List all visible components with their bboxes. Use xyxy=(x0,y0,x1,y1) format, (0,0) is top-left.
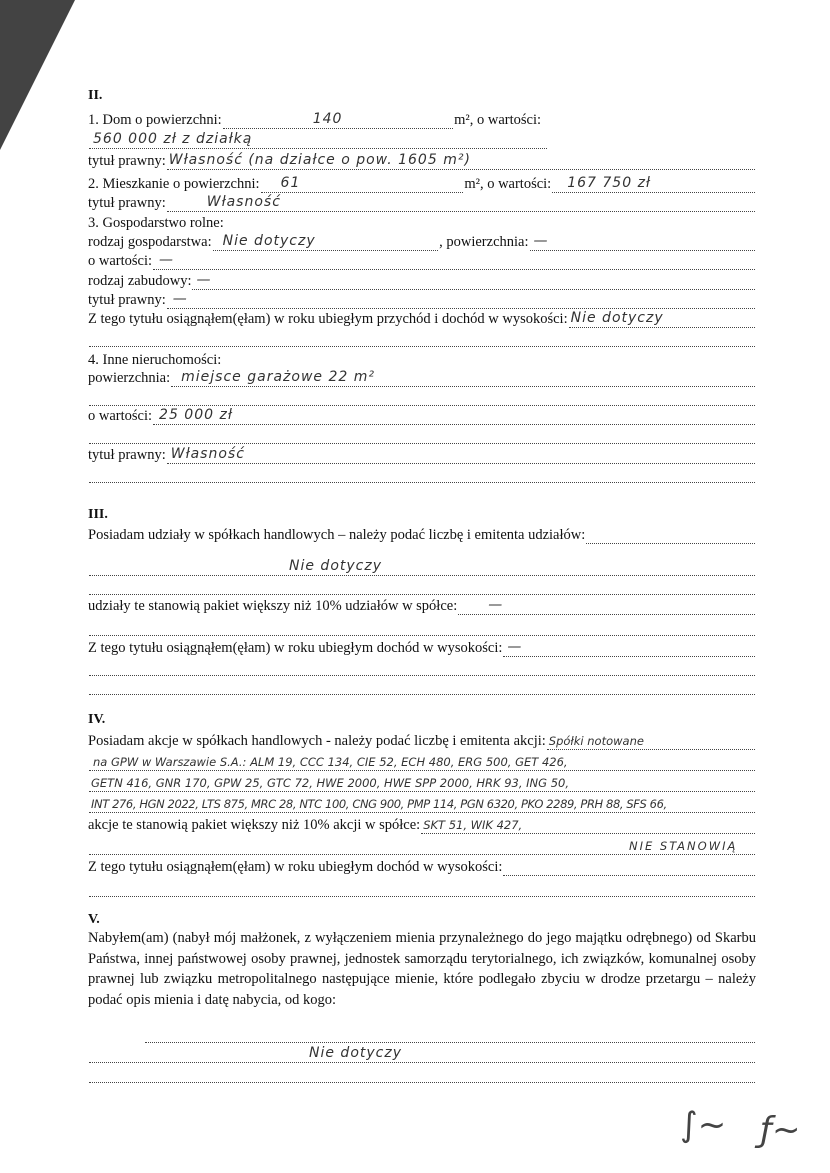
farm-value-line: o wartości: — xyxy=(88,251,756,270)
section-4-heading: IV. xyxy=(88,712,106,727)
section-5-text: Nabyłem(am) (nabył mój małżonek, z wyłączeniem mienia przynależnego do jego majątku odrębnego) od Skarbu Państwa, innej państwowej osoby prawnej, jednostek samorządu terytorialnego, ich związków, komunalnej osoby prawnej lub związku metropolitalnego następujące mienie, które podlegało zbyciu w drodze przetargu – należy podać opis mienia i datę nabycia, od kogo: xyxy=(88,930,756,1008)
other-value-field[interactable]: 25 000 zł xyxy=(153,410,755,425)
house-line: 1. Dom o powierzchni: 140 m², o wartości: xyxy=(88,111,541,128)
flat-value-field[interactable]: 167 750 zł xyxy=(552,178,755,193)
farm-type-field[interactable]: Nie dotyczy xyxy=(213,236,439,251)
dotted-line xyxy=(88,657,756,676)
other-line: 4. Inne nieruchomości: xyxy=(88,352,222,368)
flat-area-field[interactable]: 61 xyxy=(261,178,464,193)
flat-line: 2. Mieszkanie o powierzchni: 61 m², o wartości: 167 750 zł xyxy=(88,174,756,193)
dotted-line xyxy=(88,425,756,444)
initials-signature: ∫~ xyxy=(680,1105,727,1145)
shares-line: Posiadam udziały w spółkach handlowych – należy podać liczbę i emitenta udziałów: xyxy=(88,525,756,544)
farm-title-line: tytuł prawny: — xyxy=(88,290,756,309)
flat-title-line: tytuł prawny: Własność xyxy=(88,193,756,212)
stocks-income-line: Z tego tytułu osiągnąłem(ęłam) w roku ubiegłym dochód w wysokości: xyxy=(88,857,756,876)
dotted-line xyxy=(88,676,756,695)
farm-area-field[interactable]: — xyxy=(530,236,756,251)
farm-value-field[interactable]: — xyxy=(153,255,755,270)
farm-line: 3. Gospodarstwo rolne: xyxy=(88,215,224,231)
house-title-line: tytuł prawny: Własność (na działce o pow. 1605 m²) xyxy=(88,151,756,170)
house-value-field[interactable]: 560 000 zł z działką xyxy=(89,134,547,149)
farm-income-field[interactable]: Nie dotyczy xyxy=(569,313,755,328)
stocks-line-3: GETN 416, GNR 170, GPW 25, GTC 72, HWE 2000, HWE SPP 2000, HRK 93, ING 50, xyxy=(88,773,756,792)
dotted-line xyxy=(88,387,756,406)
house-title-field[interactable]: Własność (na działce o pow. 1605 m²) xyxy=(167,155,755,170)
stocks-over10-line: akcje te stanowią pakiet większy niż 10% akcji w spółce: SKT 51, WIK 427, xyxy=(88,815,756,834)
stocks-line-2: na GPW w Warszawie S.A.: ALM 19, CCC 134, CIE 52, ECH 480, ERG 500, GET 426, xyxy=(88,752,756,771)
dotted-line xyxy=(88,1064,756,1083)
building-field[interactable]: — xyxy=(192,275,755,290)
other-title-field[interactable]: Własność xyxy=(167,449,755,464)
house-area-field[interactable]: 140 xyxy=(223,114,453,129)
dotted-line xyxy=(88,576,756,595)
section-5-heading: V. xyxy=(88,912,100,927)
shares-answer-line xyxy=(88,557,756,576)
section-2-heading: II. xyxy=(88,88,103,103)
section-3-heading: III. xyxy=(88,507,108,522)
initials-signature: ƒ~ xyxy=(760,1110,801,1150)
stocks-line-4: INT 276, HGN 2022, LTS 875, MRC 28, NTC 100, CNG 900, PMP 114, PGN 6320, PKO 2289, PRH 88, SFS 66, xyxy=(88,794,756,813)
dotted-line xyxy=(88,328,756,347)
shares-field[interactable]: Nie dotyczy xyxy=(89,561,755,576)
house-value-line xyxy=(88,130,548,149)
other-area-line: powierzchnia: miejsce garażowe 22 m² xyxy=(88,368,756,387)
flat-title-field[interactable]: Własność xyxy=(167,197,755,212)
section-5-answer-line: Nie dotyczy xyxy=(88,1044,756,1063)
other-area-field[interactable]: miejsce garażowe 22 m² xyxy=(171,372,755,387)
scan-shadow xyxy=(0,0,75,150)
stocks-not-line: NIE STANOWIĄ xyxy=(88,836,756,855)
other-value-line: o wartości: 25 000 zł xyxy=(88,406,756,425)
shares-over10-line: udziały te stanowią pakiet większy niż 10% udziałów w spółce: — xyxy=(88,596,756,615)
stocks-line: Posiadam akcje w spółkach handlowych - należy podać liczbę i emitenta akcji: Spółki notowane xyxy=(88,731,756,750)
farm-title-field[interactable]: — xyxy=(167,294,755,309)
other-title-line: tytuł prawny: Własność xyxy=(88,445,756,464)
building-line: rodzaj zabudowy: — xyxy=(88,271,756,290)
shares-income-line: Z tego tytułu osiągnąłem(ęłam) w roku ubiegłym dochód w wysokości: — xyxy=(88,638,756,657)
dotted-line xyxy=(88,878,756,897)
farm-type-line: rodzaj gospodarstwa: Nie dotyczy , powierzchnia: — xyxy=(88,232,756,251)
farm-income-line: Z tego tytułu osiągnąłem(ęłam) w roku ubiegłym przychód i dochód w wysokości: Nie dotyczy xyxy=(88,309,756,328)
dotted-line xyxy=(144,1024,756,1043)
dotted-line xyxy=(88,464,756,483)
dotted-line xyxy=(88,617,756,636)
